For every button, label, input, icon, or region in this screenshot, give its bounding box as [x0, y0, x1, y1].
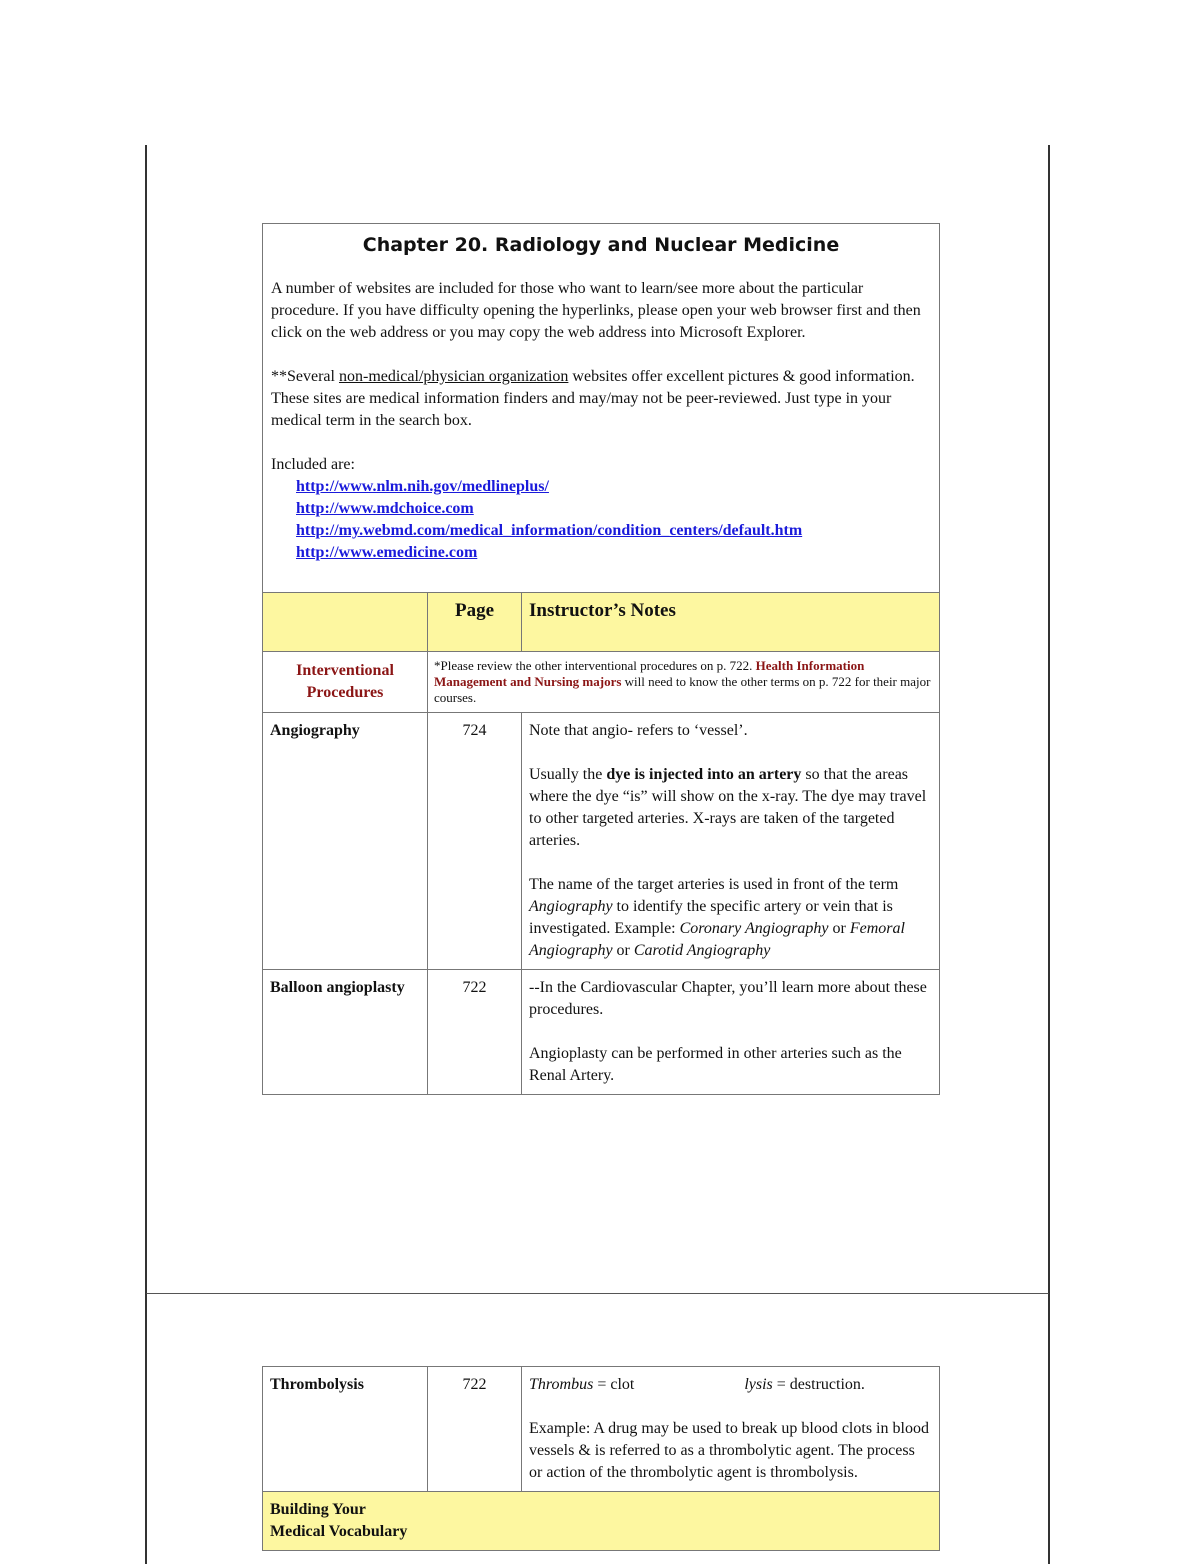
page-angiography: 724: [428, 713, 522, 970]
link-emedicine[interactable]: http://www.emedicine.com: [296, 544, 478, 561]
angiography-note-3b: Angiography: [529, 898, 613, 915]
table-row: [263, 1367, 940, 1492]
angiography-note-2c: so that the areas where the dye “is” will show on the x-ray. The dye may travel to other targeted arteries. X-rays are taken of the targeted arteries.: [529, 766, 927, 849]
table-row: [263, 713, 940, 970]
angiography-note-2a: Usually the: [529, 766, 607, 783]
included-label: Included are:: [271, 456, 355, 473]
angiography-note-3a: The name of the target arteries is used in front of the term: [529, 876, 899, 893]
thrombus-word: Thrombus: [529, 1376, 594, 1393]
section-note-end: will need to know the other terms on p. 722 for their major courses.: [434, 674, 931, 705]
balloon-note-1: --In the Cardiovascular Chapter, you’ll learn more about these procedures.: [529, 979, 927, 1018]
section-label: Interventional Procedures: [263, 652, 428, 713]
header-page: Page: [428, 593, 522, 652]
link-list: [296, 476, 931, 564]
vocab-label-text: Building Your Medical Vocabulary: [270, 1501, 408, 1540]
websites-underlined: non-medical/physician organization: [338, 368, 569, 385]
header-term-cell: [263, 593, 428, 652]
section-row: [263, 652, 940, 713]
link-webmd[interactable]: http://my.webmd.com/medical_information/condition_centers/default.htm: [296, 522, 803, 539]
angiography-note-2b: dye is injected into an artery: [606, 766, 802, 783]
notes-balloon-angioplasty: [522, 970, 940, 1095]
angiography-note-3h: Carotid Angiography: [633, 942, 771, 959]
notes-thrombolysis: [522, 1367, 940, 1492]
angiography-note-3c: to identify the specific artery or vein that is investigated. Example:: [529, 898, 893, 937]
term-balloon-angioplasty: Balloon angioplasty: [263, 970, 428, 1095]
page-thrombolysis: 722: [428, 1367, 522, 1492]
angiography-note-3e: or: [828, 920, 850, 937]
angiography-note-3g: or: [612, 942, 634, 959]
vocab-label: [263, 1492, 940, 1551]
thrombus-meaning: = clot: [593, 1376, 635, 1393]
section-note: [428, 652, 940, 713]
terms-table: [262, 592, 940, 1095]
lysis-meaning: = destruction.: [772, 1376, 865, 1393]
term-thrombolysis: Thrombolysis: [263, 1367, 428, 1492]
angiography-note-3d: Coronary Angiography: [679, 920, 829, 937]
intro-box: [262, 223, 940, 593]
header-notes: Instructor’s Notes: [522, 593, 940, 652]
notes-angiography: [522, 713, 940, 970]
balloon-note-2: Angioplasty can be performed in other arteries such as the Renal Artery.: [529, 1045, 902, 1084]
angiography-note-3f: Femoral Angiography: [529, 920, 905, 959]
websites-text-end: websites offer excellent pictures & good information. These sites are medical information finders and may/may not be peer-reviewed. Just type in your medical term in the search box.: [271, 368, 915, 429]
thrombolysis-note-1: [529, 1374, 932, 1396]
chapter-title: Chapter 20. Radiology and Nuclear Medicine: [362, 234, 840, 256]
section-note-start: *Please review the other interventional procedures on p. 722.: [434, 658, 756, 673]
link-mdchoice[interactable]: http://www.mdchoice.com: [296, 500, 474, 517]
thrombolysis-note-2: Example: A drug may be used to break up blood clots in blood vessels & is referred to as a thrombolytic agent. The process or action of the thrombolytic agent is thrombolysis.: [529, 1420, 929, 1481]
intro-paragraph: A number of websites are included for those who want to learn/see more about the particular procedure. If you have difficulty opening the hyperlinks, please open your web browser first and then click on the web address or you may copy the web address into Microsoft Explorer.: [271, 280, 921, 341]
angiography-note-2: [529, 764, 932, 852]
vocab-row: [263, 1492, 940, 1551]
link-medlineplus[interactable]: http://www.nlm.nih.gov/medlineplus/: [296, 478, 549, 495]
websites-text-start: **Several: [271, 368, 339, 385]
term-angiography: Angiography: [263, 713, 428, 970]
lysis-word: lysis: [744, 1376, 773, 1393]
angiography-note-1: Note that angio- refers to ‘vessel’.: [529, 722, 748, 739]
table-row: [263, 970, 940, 1095]
section-note-highlight: Health Information Management and Nursing majors: [434, 658, 865, 689]
websites-paragraph: [271, 366, 931, 432]
page-balloon-angioplasty: 722: [428, 970, 522, 1095]
table-header-row: [263, 593, 940, 652]
angiography-note-3: [529, 874, 932, 962]
terms-table-continued: [262, 1366, 940, 1551]
